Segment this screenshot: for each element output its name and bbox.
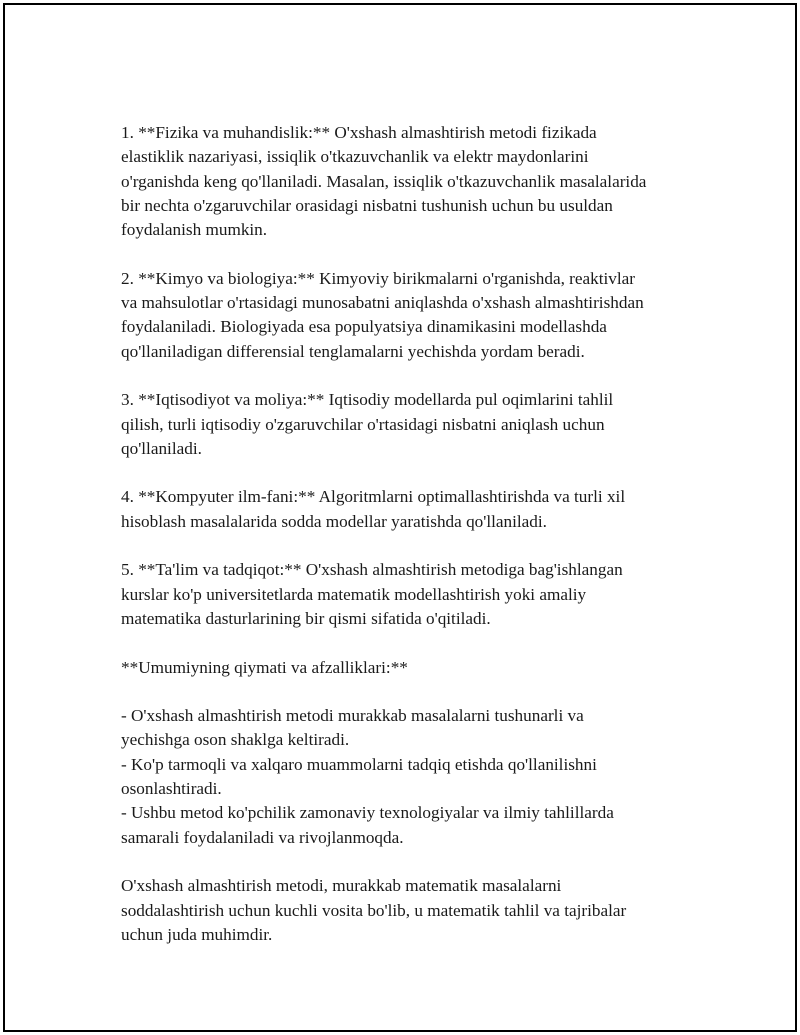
heading-text: **Umumiyning qiymati va afzalliklari:** — [121, 657, 408, 677]
bullet-list — [121, 704, 701, 850]
text-line: va mahsulotlar o'rtasidagi munosabatni aniqlashda o'xshash almashtirishdan — [121, 293, 644, 313]
text-line: foydalaniladi. Biologiyada esa populyatsiya dinamikasini modellashda — [121, 317, 607, 337]
text-line: elastiklik nazariyasi, issiqlik o'tkazuvchanlik va elektr maydonlarini — [121, 147, 589, 167]
text-line: hisoblash masalalarida sodda modellar yaratishda qo'llaniladi. — [121, 511, 547, 531]
text-line: kurslar ko'p universitetlarda matematik modellashtirish yoki amaliy — [121, 584, 587, 604]
document-body — [121, 121, 701, 947]
text-line: matematika dasturlarining bir qismi sifatida o'qitiladi. — [121, 608, 491, 628]
text-line: 2. **Kimyo va biologiya:** Kimyoviy birikmalarni o'rganishda, reaktivlar — [121, 268, 636, 288]
text-line: bir nechta o'zgaruvchilar orasidagi nisbatni tushunish uchun bu usuldan — [121, 195, 613, 215]
section-heading — [121, 656, 701, 680]
text-line: O'xshash almashtirish metodi, murakkab matematik masalalarni — [121, 876, 562, 896]
text-line: foydalanish mumkin. — [121, 220, 268, 240]
text-line: qilish, turli iqtisodiy o'zgaruvchilar o'rtasidagi nisbatni aniqlash uchun — [121, 414, 605, 434]
text-line: qo'llaniladi. — [121, 438, 202, 458]
paragraph-physics — [121, 121, 701, 242]
text-line: 1. **Fizika va muhandislik:** O'xshash almashtirish metodi fizikada — [121, 123, 597, 142]
text-line: 5. **Ta'lim va tadqiqot:** O'xshash almashtirish metodiga bag'ishlangan — [121, 560, 623, 580]
list-item: yechishga oson shaklga keltiradi. — [121, 730, 350, 750]
paragraph-conclusion — [121, 874, 701, 947]
text-line: uchun juda muhimdir. — [121, 924, 273, 944]
list-item: samarali foydalaniladi va rivojlanmoqda. — [121, 827, 404, 847]
paragraph-chemistry — [121, 267, 701, 364]
paragraph-education — [121, 558, 701, 631]
page-frame — [3, 3, 797, 1032]
list-item: - O'xshash almashtirish metodi murakkab masalalarni tushunarli va — [121, 706, 584, 726]
text-line: 3. **Iqtisodiyot va moliya:** Iqtisodiy modellarda pul oqimlarini tahlil — [121, 390, 614, 410]
paragraph-economics — [121, 388, 701, 461]
text-line: soddalashtirish uchun kuchli vosita bo'lib, u matematik tahlil va tajribalar — [121, 900, 627, 920]
list-item: - Ushbu metod ko'pchilik zamonaviy texnologiyalar va ilmiy tahlillarda — [121, 803, 614, 823]
paragraph-computer-science — [121, 485, 701, 534]
text-line: qo'llaniladigan differensial tenglamalarni yechishda yordam beradi. — [121, 341, 585, 361]
list-item: osonlashtiradi. — [121, 779, 222, 799]
list-item: - Ko'p tarmoqli va xalqaro muammolarni tadqiq etishda qo'llanilishni — [121, 754, 597, 774]
text-line: o'rganishda keng qo'llaniladi. Masalan, issiqlik o'tkazuvchanlik masalalarida — [121, 171, 647, 191]
text-line: 4. **Kompyuter ilm-fani:** Algoritmlarni optimallashtirishda va turli xil — [121, 487, 626, 507]
